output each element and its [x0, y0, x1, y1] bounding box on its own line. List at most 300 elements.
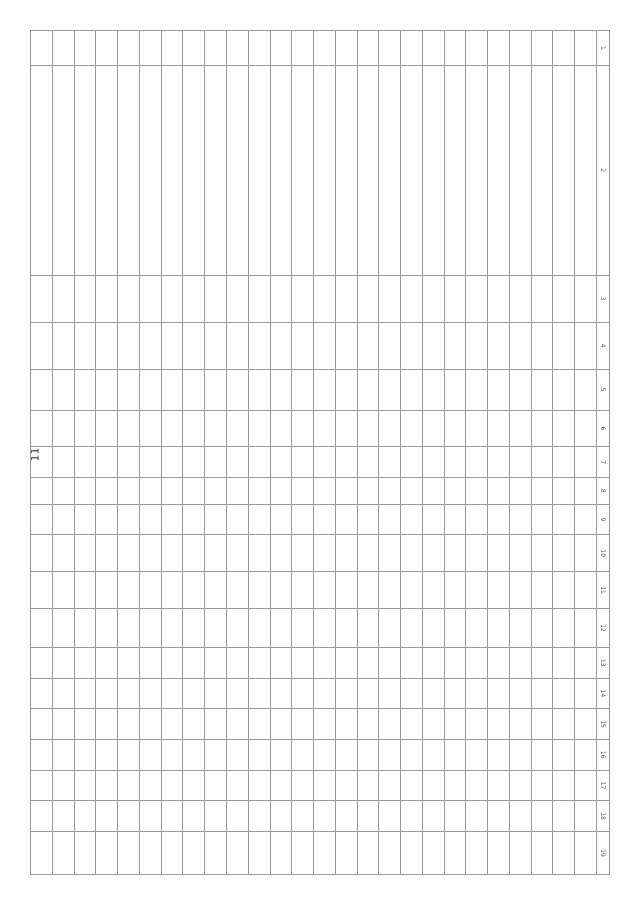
- table-cell: [575, 31, 597, 66]
- table-row: [248, 31, 270, 875]
- table-cell: [575, 678, 597, 709]
- table-cell: [248, 369, 270, 410]
- table-cell: [226, 608, 248, 647]
- table-cell: [52, 678, 74, 709]
- table-cell: [422, 275, 444, 322]
- table-cell: [531, 275, 553, 322]
- table-row: [357, 31, 379, 875]
- table-cell: [248, 410, 270, 447]
- table-cell: [575, 709, 597, 740]
- table-cell: [74, 410, 96, 447]
- table-cell: [401, 478, 423, 505]
- table-cell: [357, 31, 379, 66]
- table-cell: [314, 65, 336, 275]
- table-cell: [270, 709, 292, 740]
- table-cell: [270, 770, 292, 801]
- table-cell: [488, 504, 510, 535]
- table-cell: [31, 535, 53, 572]
- table-cell: [444, 608, 466, 647]
- table-cell: [575, 478, 597, 505]
- table-row: [270, 31, 292, 875]
- table-cell: [31, 322, 53, 369]
- table-cell: [509, 739, 531, 770]
- table-cell: [553, 608, 575, 647]
- table-cell: [575, 535, 597, 572]
- table-cell: [248, 322, 270, 369]
- table-cell: [314, 535, 336, 572]
- table-cell: [161, 572, 183, 609]
- table-cell: [205, 322, 227, 369]
- table-cell: [553, 31, 575, 66]
- table-cell: [139, 322, 161, 369]
- table-cell: [205, 647, 227, 678]
- table-cell: [401, 410, 423, 447]
- table-cell: [531, 801, 553, 832]
- table-cell: [357, 739, 379, 770]
- table-cell: [205, 678, 227, 709]
- table-cell: [422, 31, 444, 66]
- table-cell: [335, 504, 357, 535]
- table-cell: [161, 31, 183, 66]
- column-header: 3: [597, 275, 610, 322]
- table-cell: [270, 535, 292, 572]
- table-cell: [118, 608, 140, 647]
- table-cell: [248, 572, 270, 609]
- table-cell: [466, 478, 488, 505]
- table-cell: [401, 739, 423, 770]
- table-cell: [553, 478, 575, 505]
- table-cell: [183, 572, 205, 609]
- table-cell: [248, 831, 270, 874]
- table-row: [553, 31, 575, 875]
- table-cell: [118, 770, 140, 801]
- table-cell: [31, 369, 53, 410]
- column-header: 5: [597, 369, 610, 410]
- table-header-row: [597, 31, 610, 875]
- table-cell: [161, 709, 183, 740]
- table-cell: [401, 535, 423, 572]
- table-cell: [401, 572, 423, 609]
- table-row: [118, 31, 140, 875]
- table-cell: [96, 535, 118, 572]
- table-cell: [161, 831, 183, 874]
- table-cell: [509, 65, 531, 275]
- table-cell: [226, 535, 248, 572]
- table-cell: [314, 647, 336, 678]
- table-cell: [531, 504, 553, 535]
- table-cell: [466, 831, 488, 874]
- table-cell: [401, 831, 423, 874]
- table-cell: [205, 447, 227, 478]
- table-cell: [74, 647, 96, 678]
- table-cell: [401, 447, 423, 478]
- table-cell: [118, 65, 140, 275]
- table-cell: [357, 65, 379, 275]
- table-cell: [314, 410, 336, 447]
- table-cell: [379, 739, 401, 770]
- table-cell: [31, 709, 53, 740]
- table-cell: [139, 65, 161, 275]
- table-cell: [509, 478, 531, 505]
- table-cell: [52, 322, 74, 369]
- table-cell: [161, 410, 183, 447]
- table-cell: [248, 447, 270, 478]
- table-cell: [531, 322, 553, 369]
- table-cell: [226, 831, 248, 874]
- table-cell: [466, 369, 488, 410]
- table-cell: [161, 739, 183, 770]
- table-cell: [575, 369, 597, 410]
- table-cell: [139, 831, 161, 874]
- table-cell: [466, 647, 488, 678]
- table-cell: [139, 739, 161, 770]
- table-cell: [270, 572, 292, 609]
- table-cell: [379, 65, 401, 275]
- table-cell: [270, 478, 292, 505]
- table-cell: [139, 801, 161, 832]
- table-cell: [531, 31, 553, 66]
- table-cell: [314, 831, 336, 874]
- table-cell: [357, 369, 379, 410]
- table-cell: [74, 608, 96, 647]
- table-cell: [444, 739, 466, 770]
- table-cell: [466, 65, 488, 275]
- document-sheet: [30, 30, 610, 875]
- table-cell: [422, 770, 444, 801]
- table-cell: [314, 739, 336, 770]
- table-cell: [74, 275, 96, 322]
- table-cell: [379, 410, 401, 447]
- table-cell: [466, 504, 488, 535]
- table-cell: [531, 770, 553, 801]
- table-cell: [401, 65, 423, 275]
- table-cell: [161, 478, 183, 505]
- table-cell: [74, 369, 96, 410]
- table-cell: [139, 478, 161, 505]
- table-row: [314, 31, 336, 875]
- table-cell: [292, 831, 314, 874]
- table-cell: [205, 709, 227, 740]
- table-cell: [31, 801, 53, 832]
- table-cell: [161, 447, 183, 478]
- table-cell: [292, 608, 314, 647]
- table-cell: [226, 275, 248, 322]
- table-cell: [466, 275, 488, 322]
- table-cell: [139, 770, 161, 801]
- table-cell: [357, 647, 379, 678]
- table-cell: [270, 65, 292, 275]
- table-cell: [205, 770, 227, 801]
- table-cell: [248, 801, 270, 832]
- table-cell: [31, 831, 53, 874]
- table-cell: [466, 678, 488, 709]
- table-cell: [357, 410, 379, 447]
- table-cell: [531, 608, 553, 647]
- table-cell: [248, 31, 270, 66]
- table-cell: [466, 31, 488, 66]
- table-cell: [31, 647, 53, 678]
- table-cell: [139, 678, 161, 709]
- table-cell: [509, 647, 531, 678]
- table-cell: [52, 504, 74, 535]
- table-cell: [553, 65, 575, 275]
- table-body: [28, 31, 597, 875]
- table-cell: [422, 608, 444, 647]
- table-cell: [118, 369, 140, 410]
- table-cell: [509, 535, 531, 572]
- table-cell: [335, 535, 357, 572]
- table-cell: [444, 447, 466, 478]
- table-cell: [379, 275, 401, 322]
- table-cell: [357, 478, 379, 505]
- table-cell: [488, 322, 510, 369]
- table-cell: [531, 478, 553, 505]
- table-cell: [96, 801, 118, 832]
- table-cell: [118, 647, 140, 678]
- table-cell: [31, 31, 53, 66]
- table-cell: [379, 608, 401, 647]
- table-cell: [379, 504, 401, 535]
- column-header: 18: [597, 801, 610, 832]
- table-cell: [96, 275, 118, 322]
- table-cell: [74, 801, 96, 832]
- table-cell: [401, 31, 423, 66]
- table-cell: [488, 608, 510, 647]
- table-cell: [118, 447, 140, 478]
- table-cell: [118, 535, 140, 572]
- table-cell: [509, 504, 531, 535]
- table-cell: [205, 65, 227, 275]
- table-cell: [139, 31, 161, 66]
- table-cell: [205, 739, 227, 770]
- table-cell: [270, 31, 292, 66]
- table-cell: [314, 31, 336, 66]
- table-cell: [161, 504, 183, 535]
- table-cell: [205, 608, 227, 647]
- table-cell: [531, 447, 553, 478]
- table-cell: [118, 831, 140, 874]
- table-cell: [444, 535, 466, 572]
- table-cell: [422, 478, 444, 505]
- column-header: 6: [597, 410, 610, 447]
- table-row: [575, 31, 597, 875]
- table-cell: [270, 504, 292, 535]
- table-cell: [96, 504, 118, 535]
- table-cell: [466, 608, 488, 647]
- table-cell: [379, 322, 401, 369]
- table-cell: [96, 447, 118, 478]
- column-header: 9: [597, 504, 610, 535]
- table-cell: [96, 739, 118, 770]
- table-cell: [357, 709, 379, 740]
- table-cell: [314, 608, 336, 647]
- table-cell: [488, 801, 510, 832]
- table-cell: [422, 504, 444, 535]
- table-cell: [553, 447, 575, 478]
- table-row: [161, 31, 183, 875]
- table-cell: [357, 678, 379, 709]
- table-cell: [422, 535, 444, 572]
- table-cell: [226, 572, 248, 609]
- table-cell: [118, 322, 140, 369]
- table-cell: [335, 831, 357, 874]
- table-cell: [531, 831, 553, 874]
- table-cell: [335, 478, 357, 505]
- table-cell: [205, 801, 227, 832]
- table-cell: [509, 678, 531, 709]
- table-cell: [292, 369, 314, 410]
- table-cell: [575, 65, 597, 275]
- table-cell: [74, 478, 96, 505]
- table-cell: [226, 447, 248, 478]
- table-cell: [183, 478, 205, 505]
- column-header: 8: [597, 478, 610, 505]
- table-cell: [509, 801, 531, 832]
- table-cell: [466, 535, 488, 572]
- table-cell: [488, 478, 510, 505]
- table-cell: [335, 739, 357, 770]
- table-cell: [488, 709, 510, 740]
- table-cell: [466, 739, 488, 770]
- table-cell: [161, 275, 183, 322]
- table-row: [31, 31, 53, 875]
- table-cell: [226, 478, 248, 505]
- table-cell: [96, 709, 118, 740]
- table-cell: [139, 572, 161, 609]
- table-cell: [488, 410, 510, 447]
- table-cell: [74, 678, 96, 709]
- table-cell: [314, 478, 336, 505]
- table-cell: [205, 410, 227, 447]
- table-cell: [335, 709, 357, 740]
- table-cell: [401, 647, 423, 678]
- table-cell: [509, 770, 531, 801]
- table-cell: [357, 535, 379, 572]
- table-cell: [270, 801, 292, 832]
- column-header: 4: [597, 322, 610, 369]
- table-cell: [575, 801, 597, 832]
- table-cell: [335, 608, 357, 647]
- table-cell: [422, 65, 444, 275]
- table-cell: [488, 739, 510, 770]
- table-cell: [357, 831, 379, 874]
- table-cell: [444, 504, 466, 535]
- table-cell: [248, 739, 270, 770]
- table-cell: [96, 369, 118, 410]
- table-cell: [248, 647, 270, 678]
- table-cell: [31, 275, 53, 322]
- table-cell: [52, 739, 74, 770]
- table-cell: [509, 831, 531, 874]
- table-cell: [292, 65, 314, 275]
- table-cell: [422, 369, 444, 410]
- table-cell: [28, 447, 53, 478]
- table-cell: [335, 322, 357, 369]
- table-cell: [401, 322, 423, 369]
- table-cell: [139, 535, 161, 572]
- table-cell: [183, 608, 205, 647]
- table-cell: [379, 31, 401, 66]
- table-cell: [52, 608, 74, 647]
- table-cell: [553, 275, 575, 322]
- table-row: [488, 31, 510, 875]
- table-cell: [270, 647, 292, 678]
- table-cell: [205, 31, 227, 66]
- table-cell: [52, 410, 74, 447]
- table-cell: [118, 678, 140, 709]
- table-row: [292, 31, 314, 875]
- table-cell: [444, 410, 466, 447]
- table-cell: [422, 709, 444, 740]
- table-cell: [96, 478, 118, 505]
- table-cell: [575, 504, 597, 535]
- table-cell: [575, 608, 597, 647]
- table-cell: [270, 739, 292, 770]
- table-cell: [270, 275, 292, 322]
- table-cell: [575, 739, 597, 770]
- table-cell: [183, 678, 205, 709]
- table-cell: [422, 801, 444, 832]
- table-cell: [52, 709, 74, 740]
- table-cell: [74, 739, 96, 770]
- table-cell: [335, 369, 357, 410]
- table-cell: [466, 572, 488, 609]
- table-cell: [553, 739, 575, 770]
- table-cell: [553, 709, 575, 740]
- table-cell: [292, 322, 314, 369]
- table-cell: [31, 504, 53, 535]
- table-cell: [444, 478, 466, 505]
- table-cell: [531, 709, 553, 740]
- column-header: 19: [597, 831, 610, 874]
- table-cell: [226, 678, 248, 709]
- table-cell: [270, 322, 292, 369]
- table-cell: [139, 608, 161, 647]
- table-row: [74, 31, 96, 875]
- table-cell: [335, 801, 357, 832]
- table-cell: [531, 369, 553, 410]
- table-cell: [226, 739, 248, 770]
- table-cell: [553, 647, 575, 678]
- table-cell: [444, 369, 466, 410]
- table-cell: [226, 65, 248, 275]
- table-cell: [335, 572, 357, 609]
- table-cell: [292, 504, 314, 535]
- table-cell: [118, 709, 140, 740]
- table-cell: [488, 447, 510, 478]
- table-cell: [488, 678, 510, 709]
- table-cell: [74, 831, 96, 874]
- table-cell: [444, 770, 466, 801]
- table-cell: [422, 739, 444, 770]
- table-cell: [444, 801, 466, 832]
- table-cell: [248, 535, 270, 572]
- column-header: 17: [597, 770, 610, 801]
- table-cell: [335, 410, 357, 447]
- table-cell: [575, 572, 597, 609]
- table-cell: [52, 275, 74, 322]
- table-cell: [96, 647, 118, 678]
- table-cell: [74, 31, 96, 66]
- table-cell: [52, 770, 74, 801]
- table-cell: [314, 447, 336, 478]
- table-cell: [292, 739, 314, 770]
- table-row: [466, 31, 488, 875]
- table-cell: [248, 275, 270, 322]
- table-cell: [31, 678, 53, 709]
- table-cell: [52, 65, 74, 275]
- table-cell: [314, 709, 336, 740]
